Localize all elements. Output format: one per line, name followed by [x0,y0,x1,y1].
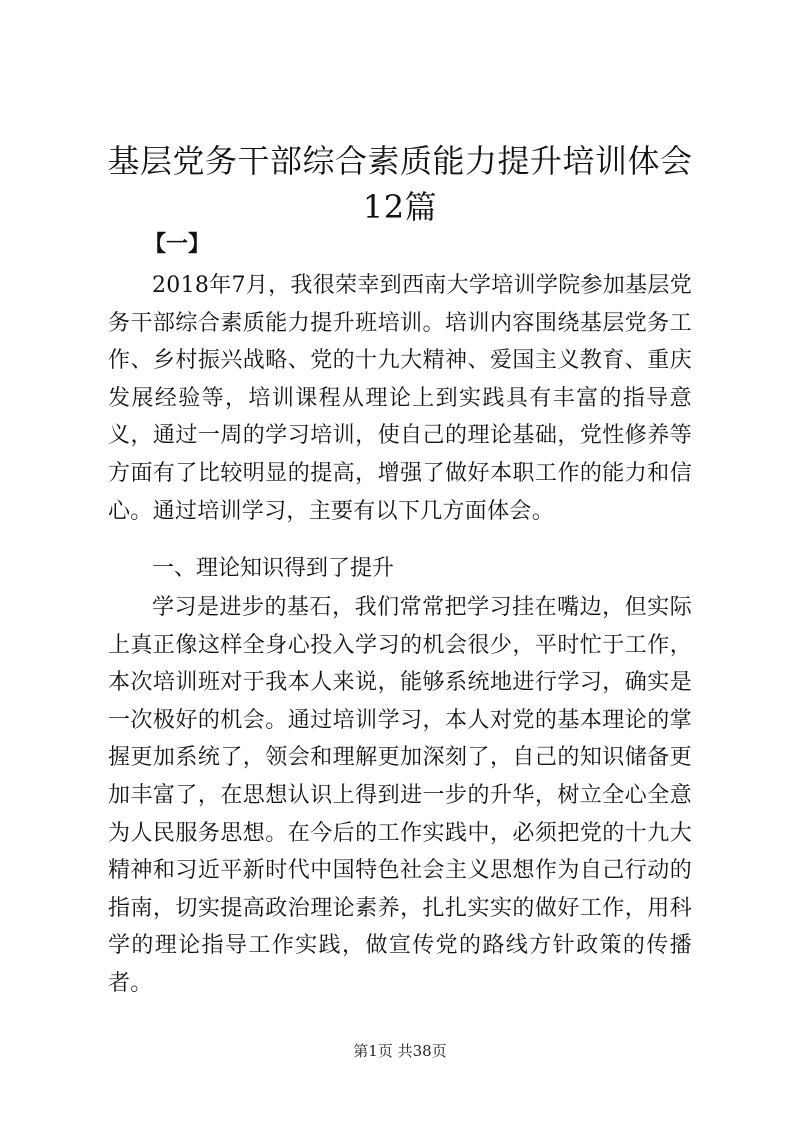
paragraph-theory: 学习是进步的基石，我们常常把学习挂在嘴边，但实际上真正像这样全身心投入学习的机会很少，平时忙于工作，本次培训班对于我本人来说，能够系统地进行学习，确实是一次极好的机会。通过培训学习，本人对党的基本理论的掌握更加系统了，领会和理解更加深刻了，自己的知识储备更加丰富了，在思想认识上得到进一步的升华，树立全心全意为人民服务思想。在今后的工作实践中，必须把党的十九大精神和习近平新时代中国特色社会主义思想作为自己行动的指南，切实提高政治理论素养，扎扎实实的做好工作，用科学的理论指导工作实践，做宣传党的路线方针政策的传播者。 [108,595,692,996]
paragraph-intro: 2018年7月，我很荣幸到西南大学培训学院参加基层党务干部综合素质能力提升班培训。培训内容围绕基层党务工作、乡村振兴战略、党的十九大精神、爱国主义教育、重庆发展经验等，培训课程从理论上到实践具有丰富的指导意义，通过一周的学习培训，使自己的理论基础，党性修养等方面有了比较明显的提高，增强了做好本职工作的能力和信心。通过培训学习，主要有以下几方面体会。 [108,273,692,524]
page-footer: 第1页 共38页 [353,1042,447,1060]
section-marker: 【一】 [144,231,211,257]
document-title: 基层党务干部综合素质能力提升培训体会12篇 [107,142,693,226]
subheading-theory: 一、理论知识得到了提升 [152,556,395,581]
